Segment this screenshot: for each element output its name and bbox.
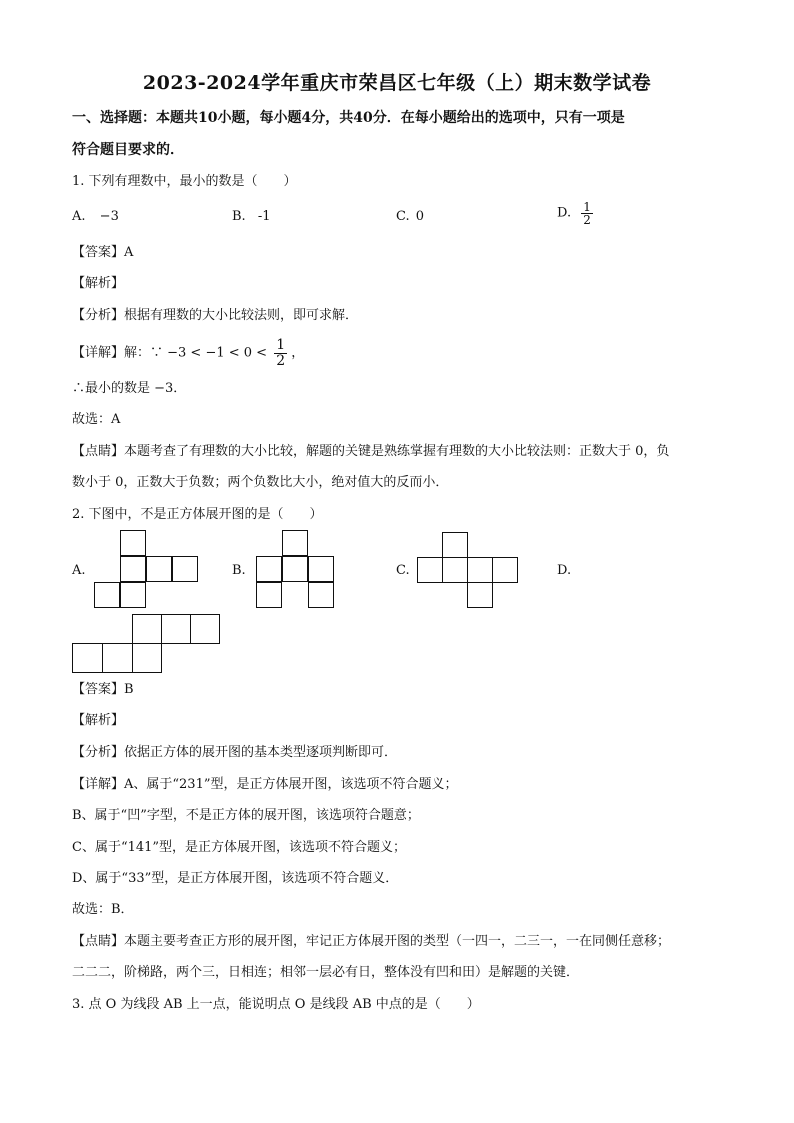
q1-option-a	[72, 207, 119, 227]
net-c-cell	[442, 557, 468, 583]
q1-detail-suffix: ，	[291, 345, 305, 361]
q1-choice: 故选：A	[72, 412, 121, 427]
q1-option-c-text: 0	[415, 209, 425, 224]
net-a-cell	[120, 582, 146, 608]
net-d-cell	[72, 643, 103, 673]
q2-stem: 2. 下图中，不是正方体展开图的是（ ）	[72, 507, 323, 522]
q1-analysis-heading: 【解析】	[72, 276, 125, 291]
net-b-cell	[282, 556, 308, 582]
q2-detail-line4: D、属于“33”型，是正方体展开图，该选项不符合题义．	[72, 871, 399, 886]
q2-option-a-label: A.	[72, 563, 86, 578]
q1-option-a-label: A.	[72, 209, 86, 224]
q2-choice: 故选：B．	[72, 902, 134, 917]
q1-option-d-numerator: 1	[583, 200, 591, 214]
net-d-cell	[132, 643, 162, 673]
q2-comment-line1: 【点睛】本题主要考查正方形的展开图，牢记正方体展开图的类型（一四一，二三一，一在同侧任意移；	[72, 934, 671, 949]
net-b-cell	[308, 582, 334, 608]
net-b-cell	[282, 530, 308, 556]
q1-option-a-text: −3	[99, 209, 119, 224]
q3-stem: 3. 点 O 为线段 AB 上一点，能说明点 O 是线段 AB 中点的是（ ）	[72, 997, 480, 1012]
net-b-cell	[256, 582, 282, 608]
section-heading-line1: 一、选择题：本题共10小题，每小题4分，共40分．在每小题给出的选项中，只有一项是	[72, 110, 625, 126]
q1-detail-fraction	[274, 338, 287, 369]
net-d-cell	[190, 614, 220, 644]
q1-option-d-fraction	[581, 201, 593, 226]
net-d-cell	[102, 643, 133, 673]
net-c-cell	[467, 582, 493, 608]
q1-detail-prefix: 【详解】解：∵ −3 < −1 < 0 <	[72, 345, 268, 361]
net-b-cell	[256, 556, 282, 582]
net-d-cell	[161, 614, 191, 644]
q1-option-b-label: B.	[232, 209, 246, 224]
q2-analysis-text: 【分析】依据正方体的展开图的基本类型逐项判断即可．	[72, 745, 398, 760]
net-c-cell	[467, 557, 493, 583]
net-c-cell	[417, 557, 443, 583]
net-a-cell	[94, 582, 120, 608]
net-a-cell	[146, 556, 172, 582]
q1-option-b	[232, 207, 271, 227]
q1-detail	[72, 338, 304, 369]
q1-conclusion: ∴最小的数是 −3．	[72, 381, 187, 396]
q1-option-d-denominator: 2	[583, 213, 591, 227]
q1-option-d	[557, 201, 593, 226]
q1-comment-line2: 数小于 0，正数大于负数；两个负数比大小，绝对值大的反而小．	[72, 475, 449, 490]
section-heading-line2: 符合题目要求的．	[72, 142, 184, 158]
net-d-cell	[132, 614, 162, 644]
net-a-cell	[120, 556, 146, 582]
q2-option-b-label: B.	[232, 563, 246, 578]
q2-detail-line2: B、属于“凹”字型，不是正方体的展开图，该选项符合题意；	[72, 808, 420, 823]
net-c-cell	[442, 532, 468, 558]
q2-detail-line3: C、属于“141”型，是正方体展开图，该选项不符合题义；	[72, 840, 407, 855]
q2-comment-line2: 二二二，阶梯路，两个三，日相连；相邻一层必有日，整体没有凹和田）是解题的关键．	[72, 965, 580, 980]
net-b-cell	[308, 556, 334, 582]
q1-option-c-label: C.	[396, 209, 410, 224]
q2-analysis-heading: 【解析】	[72, 713, 125, 728]
net-a-cell	[172, 556, 198, 582]
q2-detail-line1: 【详解】A、属于“231”型，是正方体展开图，该选项不符合题义；	[72, 777, 458, 792]
q1-comment-line1: 【点睛】本题考查了有理数的大小比较，解题的关键是熟练掌握有理数的大小比较法则：正数大于 0，负	[72, 444, 670, 459]
q2-option-c-label: C.	[396, 563, 410, 578]
q2-option-d-label: D.	[557, 563, 572, 578]
q1-detail-numerator: 1	[276, 337, 286, 353]
q1-stem: 1. 下列有理数中，最小的数是（ ）	[72, 174, 297, 189]
q1-analysis-text: 【分析】根据有理数的大小比较法则，即可求解．	[72, 308, 359, 323]
net-a-cell	[120, 530, 146, 556]
q1-option-d-label: D.	[557, 205, 572, 221]
q1-option-c	[396, 207, 424, 227]
q1-option-b-text: -1	[257, 209, 271, 224]
page-title: 2023-2024学年重庆市荣昌区七年级（上）期末数学试卷	[142, 72, 652, 94]
q1-detail-denominator: 2	[276, 353, 286, 369]
net-c-cell	[492, 557, 518, 583]
q1-answer: 【答案】A	[72, 245, 134, 260]
q2-answer: 【答案】B	[72, 682, 134, 697]
